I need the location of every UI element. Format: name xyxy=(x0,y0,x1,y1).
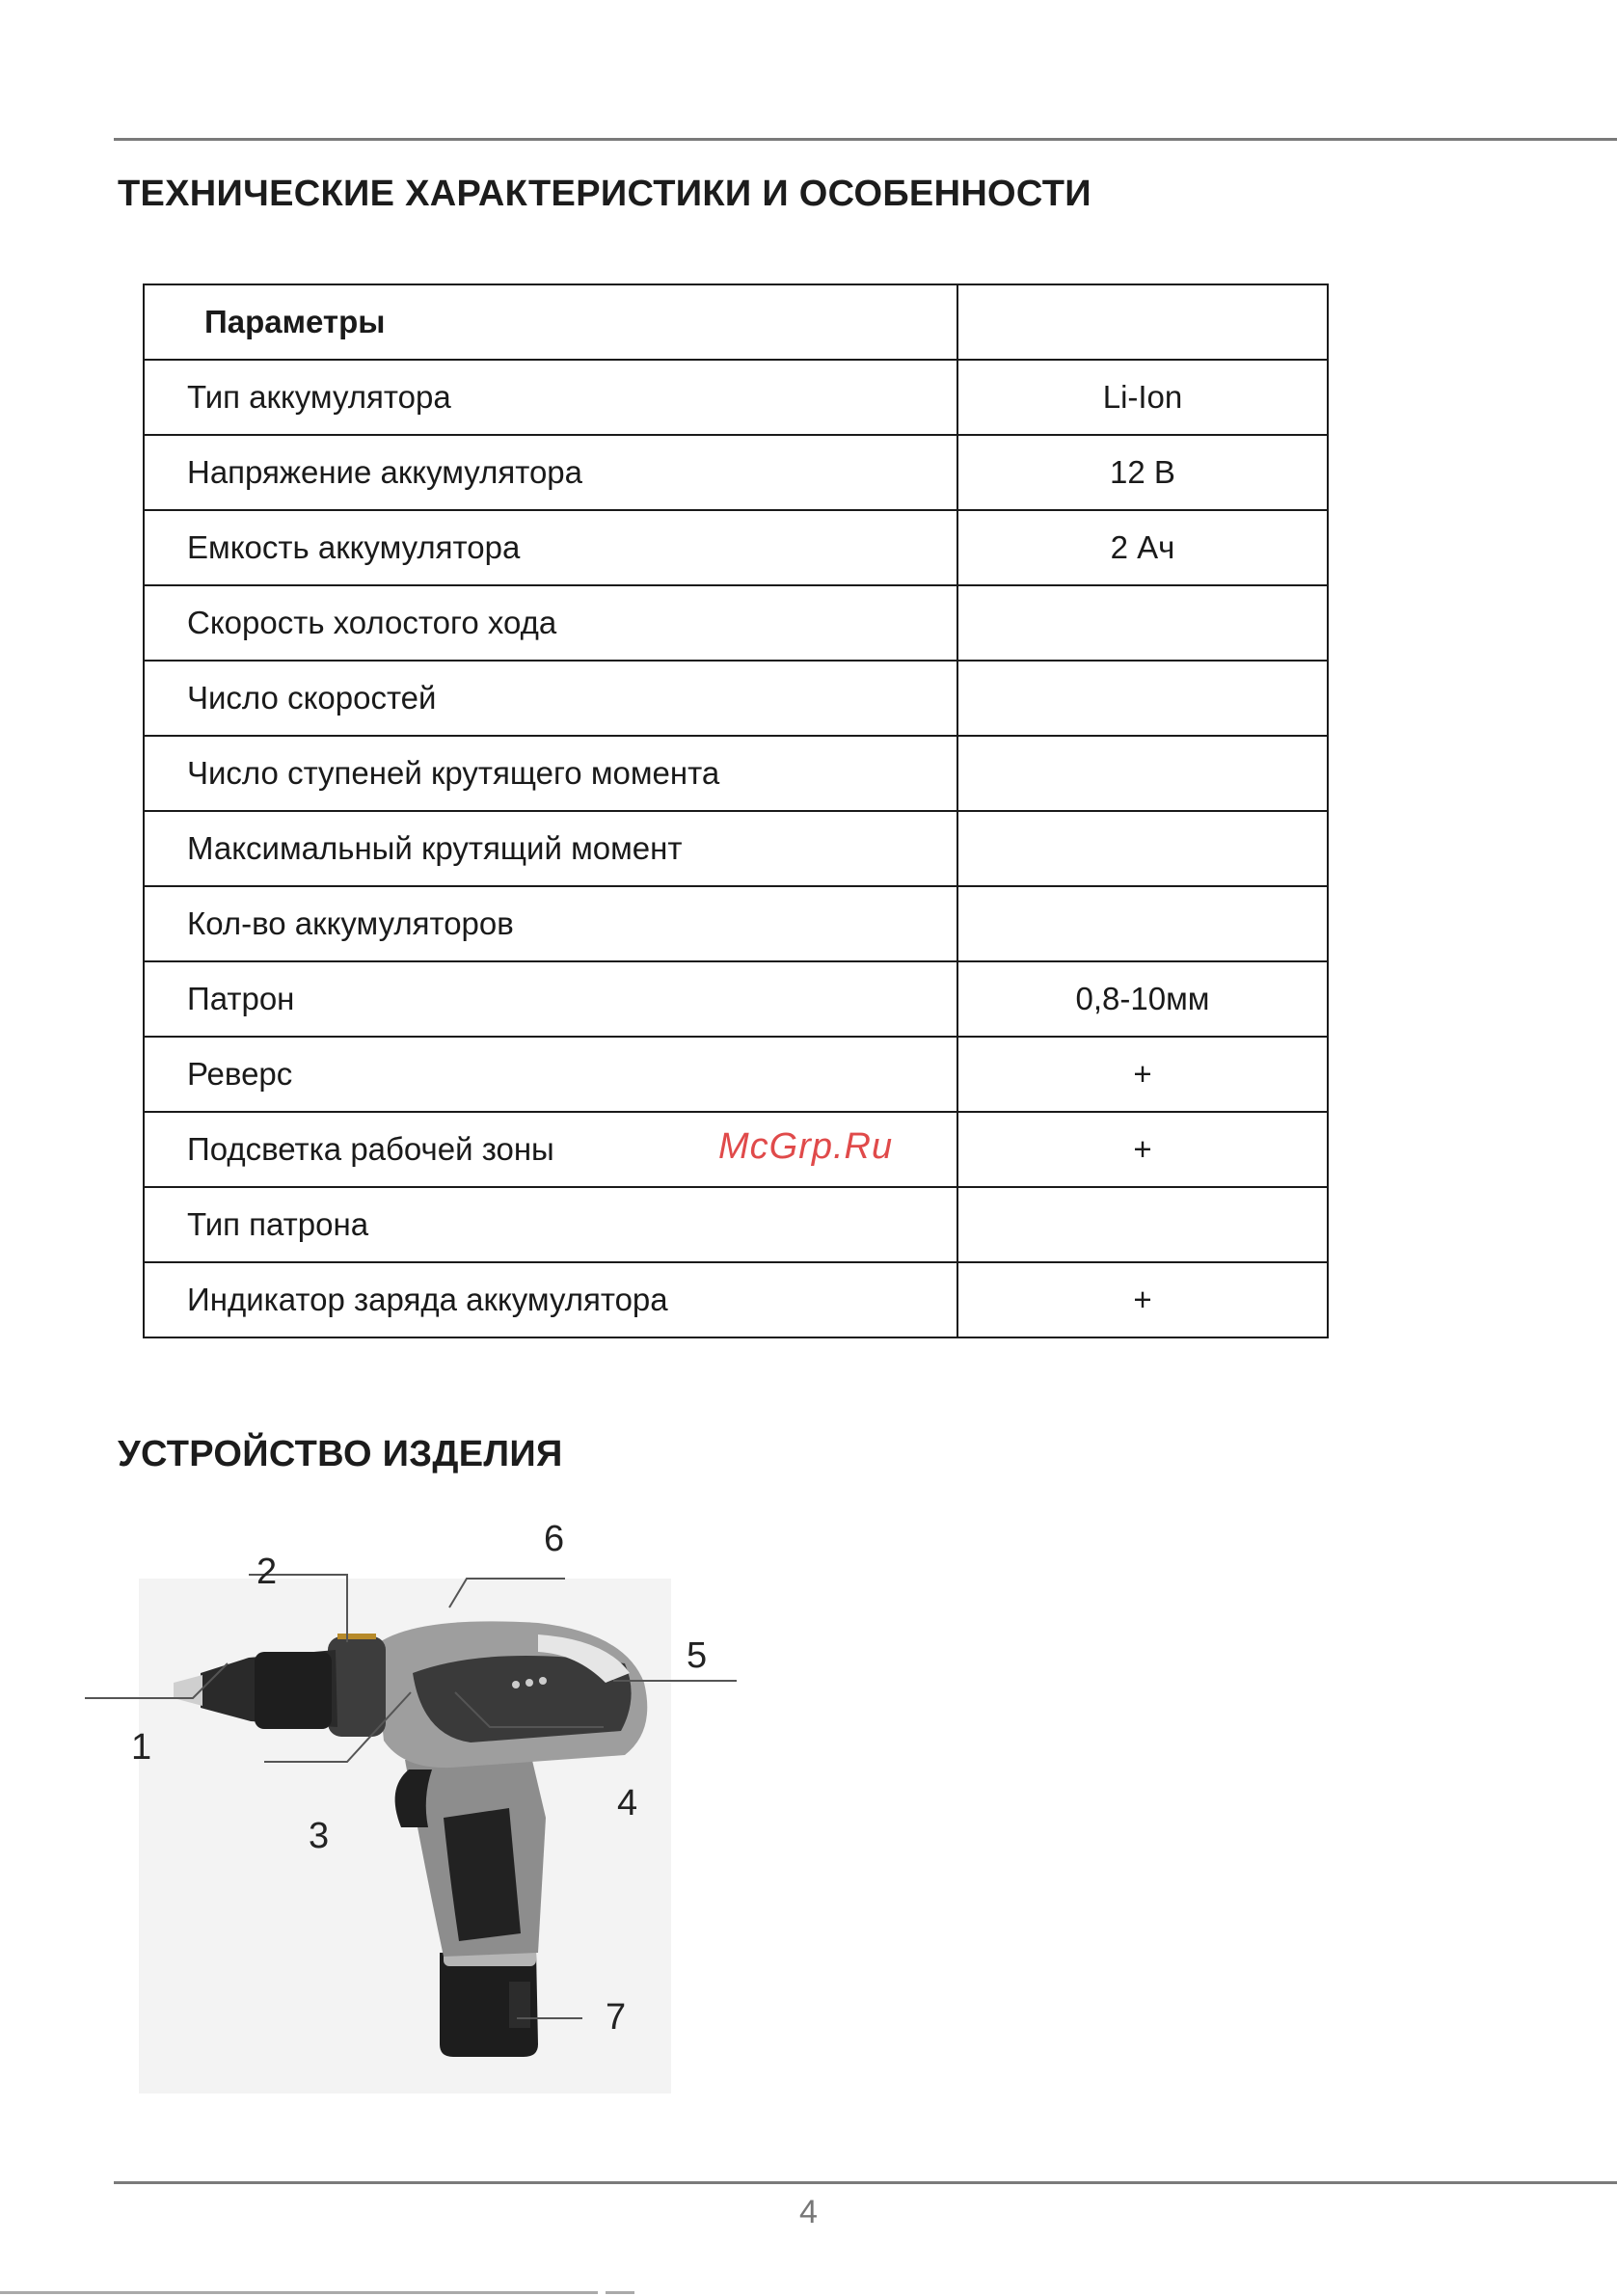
bottom-rule xyxy=(114,2181,1617,2184)
table-row xyxy=(144,736,1328,811)
table-header-row xyxy=(144,284,1328,360)
table-row xyxy=(144,961,1328,1037)
param-cell: Подсветка рабочей зоны xyxy=(144,1112,957,1187)
drill-diagram xyxy=(85,1519,760,2107)
value-cell: Li-Ion xyxy=(957,360,1328,435)
param-cell: Тип аккумулятора xyxy=(144,360,957,435)
param-cell: Кол-во аккумуляторов xyxy=(144,886,957,961)
callout-5: 5 xyxy=(687,1635,708,1676)
value-cell: 2 Ач xyxy=(957,510,1328,585)
table-row xyxy=(144,1187,1328,1262)
value-cell: + xyxy=(957,1262,1328,1337)
specs-heading: ТЕХНИЧЕСКИЕ ХАРАКТЕРИСТИКИ И ОСОБЕННОСТИ xyxy=(118,174,1091,214)
value-cell: 12 В xyxy=(957,435,1328,510)
value-cell: + xyxy=(957,1037,1328,1112)
value-cell xyxy=(957,886,1328,961)
watermark: McGrp.Ru xyxy=(718,1126,894,1167)
param-cell: Число ступеней крутящего момента xyxy=(144,736,957,811)
drill-illustration xyxy=(85,1528,760,2107)
param-cell: Число скоростей xyxy=(144,661,957,736)
callout-2: 2 xyxy=(256,1552,278,1592)
param-cell: Индикатор заряда аккумулятора xyxy=(144,1262,957,1337)
value-cell xyxy=(957,736,1328,811)
footer-rule xyxy=(0,2291,598,2294)
value-cell xyxy=(957,661,1328,736)
callout-7: 7 xyxy=(606,1997,627,2038)
table-row xyxy=(144,360,1328,435)
table-row xyxy=(144,510,1328,585)
top-rule xyxy=(114,138,1617,141)
callout-4: 4 xyxy=(617,1783,638,1823)
param-cell: Скорость холостого хода xyxy=(144,585,957,661)
table-row xyxy=(144,585,1328,661)
callout-1: 1 xyxy=(131,1727,152,1768)
table-row xyxy=(144,886,1328,961)
page-number: 4 xyxy=(799,2194,818,2230)
param-cell: Емкость аккумулятора xyxy=(144,510,957,585)
value-cell xyxy=(957,1187,1328,1262)
header-value-cell xyxy=(957,284,1328,360)
callout-3: 3 xyxy=(309,1816,330,1856)
table-row xyxy=(144,1037,1328,1112)
value-cell: 0,8-10мм xyxy=(957,961,1328,1037)
table-row xyxy=(144,811,1328,886)
param-cell: Патрон xyxy=(144,961,957,1037)
table-row xyxy=(144,1262,1328,1337)
value-cell xyxy=(957,585,1328,661)
table-row xyxy=(144,435,1328,510)
table-row xyxy=(144,661,1328,736)
value-cell xyxy=(957,811,1328,886)
device-heading: УСТРОЙСТВО ИЗДЕЛИЯ xyxy=(118,1434,563,1474)
param-cell: Тип патрона xyxy=(144,1187,957,1262)
callout-6: 6 xyxy=(544,1519,565,1559)
value-cell: + xyxy=(957,1112,1328,1187)
param-cell: Реверс xyxy=(144,1037,957,1112)
footer-rule xyxy=(606,2291,634,2294)
specs-table xyxy=(143,284,1329,1338)
param-cell: Максимальный крутящий момент xyxy=(144,811,957,886)
param-cell: Напряжение аккумулятора xyxy=(144,435,957,510)
header-param-cell: Параметры xyxy=(144,284,957,360)
